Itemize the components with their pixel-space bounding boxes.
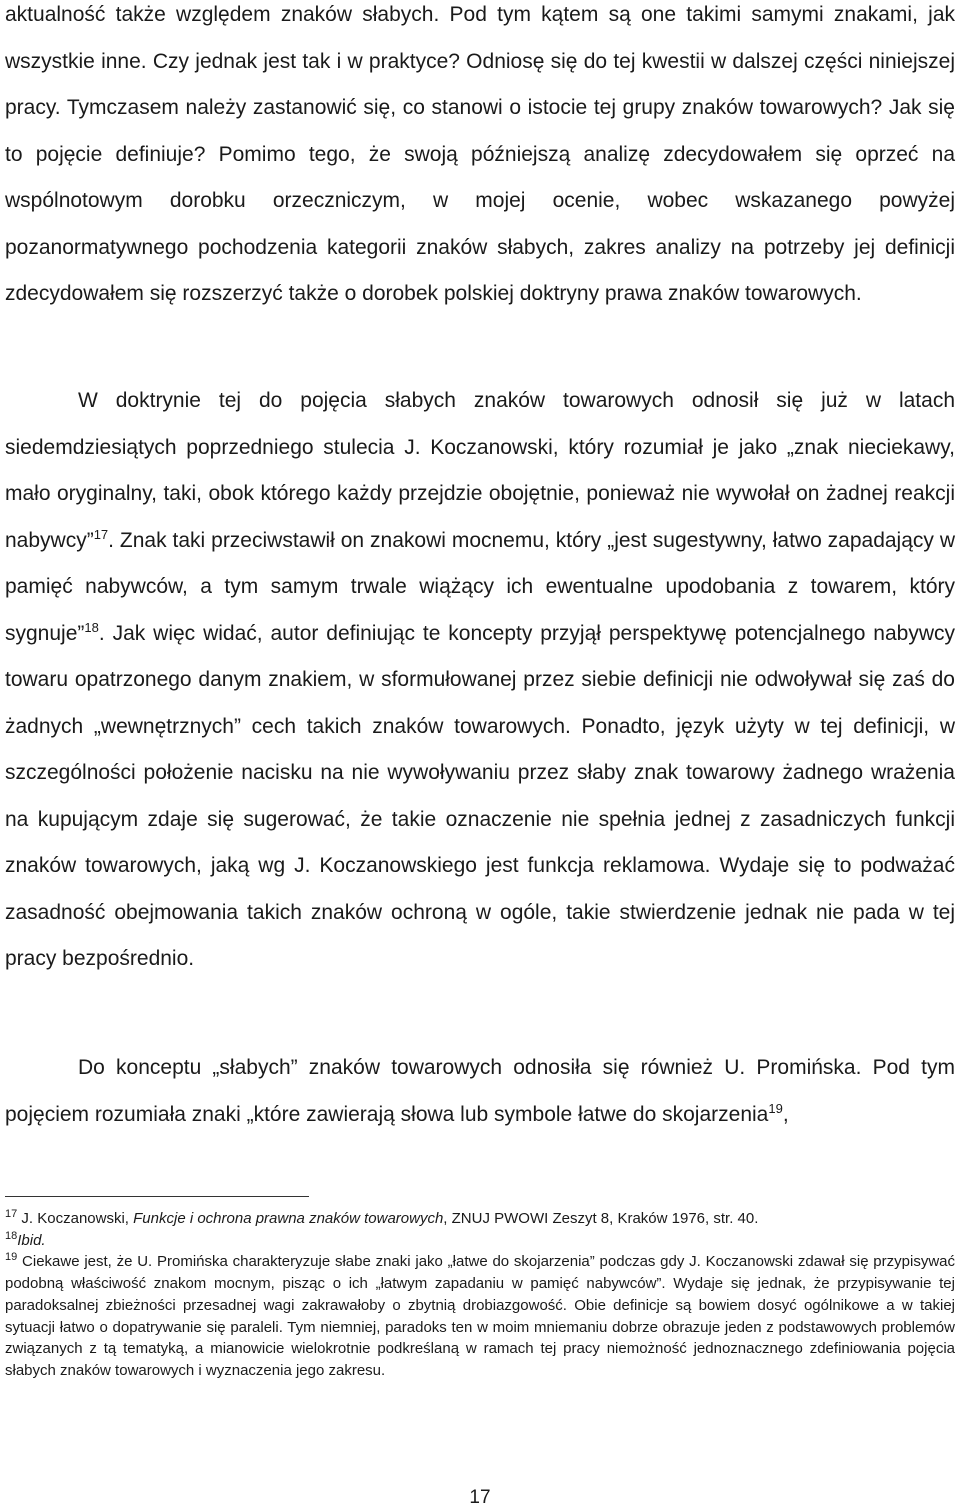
footnote-ref-18[interactable]: 18 xyxy=(84,619,99,635)
paragraph-2-text-a: W doktrynie tej do pojęcia słabych znaków towarowych odnosił się już w latach siedemdziesiątych poprzedniego stulecia J. Koczanowski, który rozumiał je jako „znak nieciekawy, mało oryginalny, taki, obok którego każdy przejdzie obojętnie, ponieważ nie wywołał on żadnej reakcji nabywcy” xyxy=(5,389,955,552)
page-number: 17 xyxy=(469,1487,491,1508)
footnote-18 xyxy=(5,1230,955,1252)
body-paragraph-3 xyxy=(5,1045,955,1138)
body-paragraph-2 xyxy=(5,378,955,983)
footnote-text: , ZNUJ PWOWI Zeszyt 8, Kraków 1976, str. 40. xyxy=(443,1210,759,1227)
footnote-title: Ibid. xyxy=(17,1231,46,1249)
footnote-19 xyxy=(5,1251,955,1381)
footnote-title: Funkcje i ochrona prawna znaków towarowych xyxy=(133,1210,444,1227)
body-paragraph-1 xyxy=(5,0,955,318)
footnote-ref-17[interactable]: 17 xyxy=(93,526,109,542)
footnote-number: 19 xyxy=(5,1251,18,1264)
footnote-separator xyxy=(5,1196,309,1197)
paragraph-3-text-a: Do konceptu „słabych” znaków towarowych odnosiła się również U. Promińska. Pod tym pojęciem rozumiała znaki „które zawierają słowa lub symbole łatwe do skojarzenia xyxy=(5,1056,955,1126)
footnote-number: 18 xyxy=(5,1229,18,1242)
footnote-text: Ciekawe jest, że U. Promińska charakteryzuje słabe znaki jako „łatwe do skojarzenia” podczas gdy J. Koczanowski zdawał się przypisywać podobną właściwość znakom mocnym, pisząc o ich „łatwym zapadaniu w pamięć nabywców”. Wydaje się jednak, że przypisywanie tej paradoksalnej zbieżności przesadnej wagi zakrawałoby o zbytnią drobiazgowość. Obie definicje są bowiem dosyć ogólnikowe a w takiej sytuacji łatwo o dopatrywanie się paraleli. Tym niemniej, paradoks ten w moim mniemaniu dobrze obrazuje jeden z podstawowych problemów związanych z tą tematyką, a mianowicie wielokrotnie podkreślaną w ramach tej pracy niemożność jednoznacznego zdefiniowania pojęcia słabych znaków towarowych i wyznaczenia jego zakresu. xyxy=(5,1253,955,1379)
paragraph-3-text-b: , xyxy=(782,1102,789,1126)
paragraph-2-text-c: . Jak więc widać, autor definiując te koncepty przyjął perspektywę potencjalnego nabywcy towaru opatrzonego danym znakiem, w sformułowanej przez siebie definicji nie odwoływał się zaś do żadnych „wewnętrznych” cech takich znaków towarowych. Ponadto, język użyty w tej definicji, w szczególności położenie nacisku na nie wywoływaniu przez słaby znak towarowy żadnego wrażenia na kupującym zdaje się sugerować, że takie oznaczenie nie spełnia jednej z zasadniczych funkcji znaków towarowych, jaką wg J. Koczanowskiego jest funkcja reklamowa. Wydaje się to podważać zasadność obejmowania takich znaków ochroną w ogóle, takie stwierdzenie jednak nie pada w tej pracy bezpośrednio. xyxy=(5,621,955,970)
footnote-17 xyxy=(5,1208,955,1230)
footnote-ref-19[interactable]: 19 xyxy=(768,1100,783,1116)
footnote-text: J. Koczanowski, xyxy=(17,1210,134,1227)
footnotes-section xyxy=(5,1208,955,1382)
footnote-number: 17 xyxy=(5,1208,18,1220)
paragraph-2-text-b: . Znak taki przeciwstawił on znakowi mocnemu, który „jest sugestywny, łatwo zapadający w pamięć nabywców, a tym samym trwale wiążący ich ewentualne upodobania z towarem, który sygnuje” xyxy=(5,528,955,645)
document-page xyxy=(5,0,955,1509)
paragraph-1-text: aktualność także względem znaków słabych. Pod tym kątem są one takimi samymi znakami, jak wszystkie inne. Czy jednak jest tak i w praktyce? Odniosę się do tej kwestii w dalszej części niniejszej pracy. Tymczasem należy zastanowić się, co stanowi o istocie tej grupy znaków towarowych? Jak się to pojęcie definiuje? Pomimo tego, że swoją późniejszą analizę zdecydowałem się oprzeć na wspólnotowym dorobku orzeczniczym, w mojej ocenie, wobec wskazanego powyżej pozanormatywnego pochodzenia kategorii znaków słabych, zakres analizy na potrzeby jej definicji zdecydowałem się rozszerzyć także o dorobek polskiej doktryny prawa znaków towarowych. xyxy=(5,3,955,305)
